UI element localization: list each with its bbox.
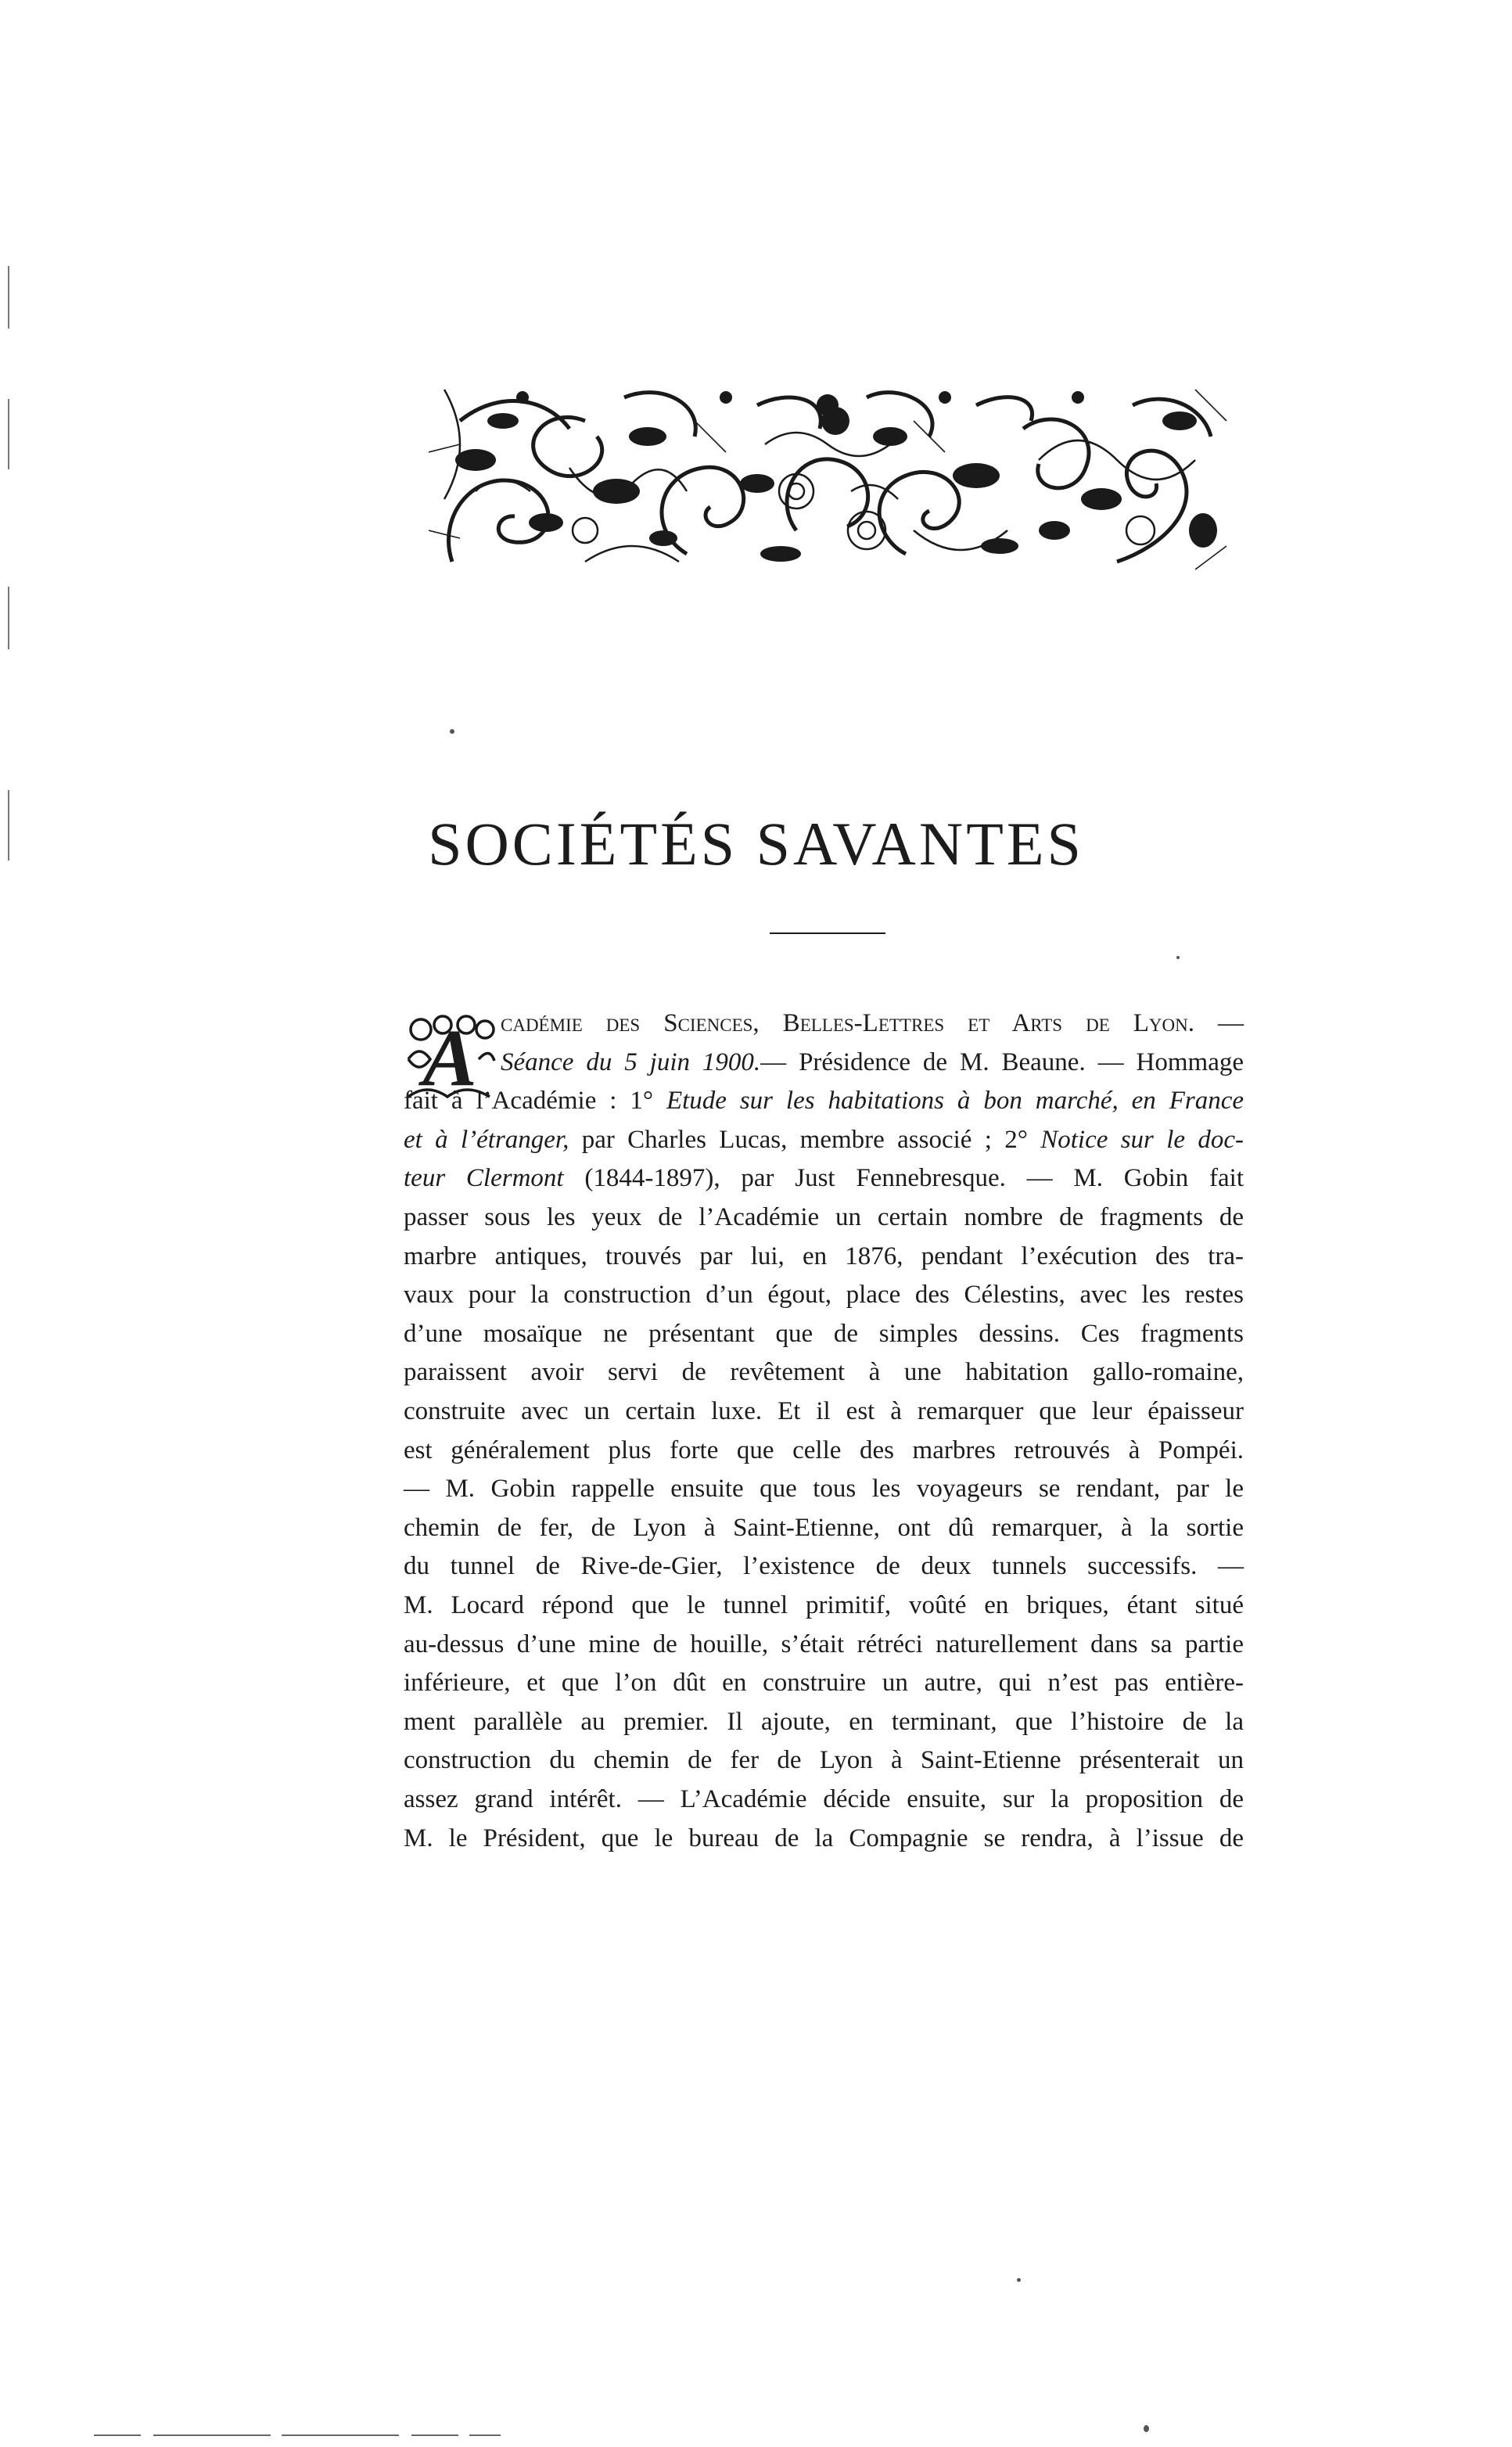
- ornamental-headpiece-icon: [429, 374, 1228, 579]
- text-segment: ment parallèle au premier. Il ajoute, en terminant, que l’histoire de la: [404, 1707, 1244, 1736]
- scan-edge-mark: [8, 790, 9, 861]
- text-line: [404, 1670, 1244, 1696]
- text-segment: paraissent avoir servi de revêtement à une habitation gallo-romaine,: [404, 1358, 1244, 1387]
- scan-speck: [1176, 956, 1180, 959]
- text-segment: vaux pour la construction d’un égout, place des Célestins, avec les restes: [404, 1281, 1244, 1310]
- text-line: [404, 1205, 1244, 1231]
- text-line: [404, 1787, 1244, 1813]
- scan-edge-mark: [469, 2434, 501, 2436]
- scan-edge-mark: [94, 2434, 141, 2436]
- scan-edge-mark: [8, 587, 9, 649]
- text-line: [404, 1515, 1244, 1541]
- text-segment: construite avec un certain luxe. Et il est à remarquer que leur épaisseur: [404, 1397, 1244, 1425]
- text-segment: est généralement plus forte que celle des marbres retrouvés à Pompéi.: [404, 1436, 1244, 1464]
- text-line: [404, 1632, 1244, 1658]
- text-line: [404, 1709, 1244, 1735]
- text-segment: inférieure, et que l’on dût en construire un autre, qui n’est pas entière-: [404, 1669, 1244, 1698]
- text-segment: Notice sur le doc-: [1040, 1125, 1244, 1154]
- text-line: [404, 1127, 1244, 1153]
- text-segment: M. Locard répond que le tunnel primitif, voûté en briques, étant situé: [404, 1591, 1244, 1619]
- scan-edge-mark: [8, 266, 9, 329]
- text-segment: cadémie des Sciences, Belles-Lettres et Arts de Lyon. —: [501, 1009, 1244, 1037]
- text-segment: teur Clermont: [404, 1164, 564, 1193]
- text-segment: d’une mosaïque ne présentant que de simples dessins. Ces fragments: [404, 1319, 1244, 1348]
- text-segment: Séance du 5 juin 1900.: [501, 1047, 761, 1076]
- drop-cap-letter: A: [422, 1013, 477, 1103]
- text-segment: (1844-1897), par Just Fennebresque. — M. Gobin fait: [563, 1164, 1244, 1193]
- text-line: [404, 1748, 1244, 1773]
- text-segment: et à l’étranger,: [404, 1125, 569, 1154]
- text-line: [404, 1282, 1244, 1308]
- text-segment: marbre antiques, trouvés par lui, en 1876, pendant l’exécution des tra-: [404, 1241, 1244, 1270]
- scan-speck: [1144, 2425, 1149, 2432]
- text-line: [404, 1166, 1244, 1191]
- scan-edge-mark: [8, 399, 9, 469]
- page-title: SOCIÉTÉS SAVANTES: [428, 810, 1084, 878]
- text-line: [404, 1438, 1244, 1464]
- text-line: [404, 1241, 1244, 1270]
- text-line: [404, 1360, 1244, 1385]
- text-line: [404, 1593, 1244, 1619]
- text-segment: Etude sur les habitations à bon marché, en France: [666, 1087, 1244, 1116]
- text-line: [404, 1399, 1244, 1425]
- text-segment: — Présidence de M. Beaune. — Hommage: [760, 1047, 1244, 1076]
- text-line: [404, 1321, 1244, 1347]
- text-line: [404, 1826, 1244, 1852]
- text-line: [501, 1011, 1244, 1037]
- scan-edge-mark: [153, 2434, 271, 2436]
- text-segment: du tunnel de Rive-de-Gier, l’existence de deux tunnels successifs. —: [404, 1552, 1244, 1581]
- text-segment: M. le Président, que le bureau de la Compagnie se rendra, à l’issue de: [404, 1824, 1244, 1852]
- text-segment: au-dessus d’une mine de houille, s’était rétréci naturellement dans sa partie: [404, 1630, 1244, 1658]
- text-segment: par Charles Lucas, membre associé ; 2°: [569, 1125, 1041, 1154]
- text-segment: chemin de fer, de Lyon à Saint-Etienne, ont dû remarquer, à la sortie: [404, 1513, 1244, 1542]
- scan-edge-mark: [411, 2434, 458, 2436]
- text-segment: passer sous les yeux de l’Académie un certain nombre de fragments de: [404, 1203, 1244, 1231]
- scan-edge-mark: [282, 2434, 399, 2436]
- title-rule: [770, 932, 885, 934]
- text-segment: fait à l’Académie : 1°: [404, 1087, 666, 1116]
- text-segment: construction du chemin de fer de Lyon à Saint-Etienne présenterait un: [404, 1746, 1244, 1775]
- text-segment: assez grand intérêt. — L’Académie décide ensuite, sur la proposition de: [404, 1785, 1244, 1813]
- scan-speck: [1017, 2278, 1021, 2282]
- text-line: [404, 1554, 1244, 1579]
- text-segment: — M. Gobin rappelle ensuite que tous les voyageurs se rendant, par le: [404, 1475, 1244, 1504]
- scan-speck: [450, 729, 454, 734]
- text-line: [501, 1047, 1244, 1076]
- text-line: [404, 1476, 1244, 1502]
- text-line: [404, 1088, 1244, 1114]
- article-body: [404, 1009, 1244, 1893]
